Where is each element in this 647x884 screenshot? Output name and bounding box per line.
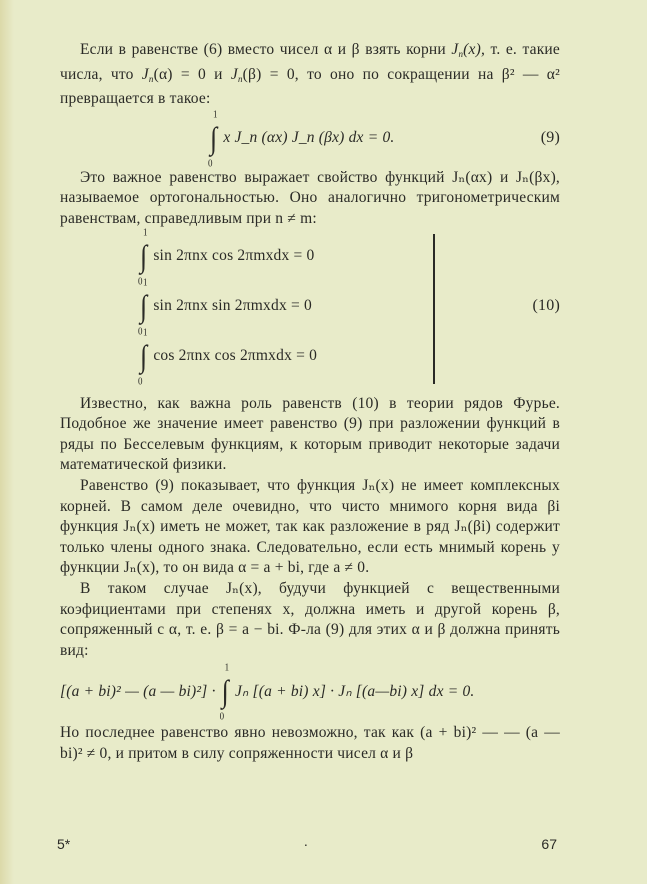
integral-sign-icon: ∫ 1 0 xyxy=(208,107,218,169)
formula-final xyxy=(60,661,560,723)
lower-limit: 0 xyxy=(208,156,213,169)
system-row-1-body: sin 2πnx cos 2πmxdx = 0 xyxy=(153,247,315,265)
page-body xyxy=(60,40,560,764)
paragraph-3: Известно, как важна роль равенств (10) в теории рядов Фурье. Подобное же значение имеет равенство (9) при разложении функций в ряды по Бесселевым функциям, к которым приводит некоторые задачи математической физики. xyxy=(60,394,560,474)
equation-number-10: (10) xyxy=(532,296,560,314)
formula-9-body: x J_n (αx) J_n (βx) dx = 0. xyxy=(223,129,395,147)
subscript-n: n xyxy=(237,73,243,84)
formula-9 xyxy=(60,107,560,169)
lower-limit: 0 xyxy=(138,274,143,287)
upper-limit: 1 xyxy=(213,107,218,120)
paragraph-6: Но последнее равенство явно невозможно, так как (a + bi)² — — (a — bi)² ≠ 0, и притом в силу сопряженности чисел α и β xyxy=(60,724,560,762)
upper-limit: 1 xyxy=(143,275,148,288)
arg-x: (x), xyxy=(463,41,486,58)
system-row-3 xyxy=(138,325,318,387)
bessel-fn: J xyxy=(451,41,459,58)
formula-final-body: Jₙ [(a + bi) x] · Jₙ [(a—bi) x] dx = 0. xyxy=(234,682,475,700)
system-row-2-body: sin 2πnx sin 2πmxdx = 0 xyxy=(153,297,312,315)
paragraph-5: В таком случае Jₙ(x), будучи функцией с вещественными коэфициентами при степенях x, должна иметь и другой корень β, сопряженный с α, т. е. β = a − bi. Ф-ла (9) для этих α и β должна принять вид: xyxy=(60,579,560,659)
bessel-fn: J xyxy=(141,65,149,83)
equation-number-9: (9) xyxy=(540,129,560,147)
conj-and: и xyxy=(205,65,231,83)
lower-limit: 0 xyxy=(138,374,143,387)
page-number: 67 xyxy=(541,836,557,852)
condition-alpha: (α) = 0 xyxy=(153,65,206,83)
bessel-fn: J xyxy=(230,65,238,83)
paragraph-2: Это важное равенство выражает свойство функций Jₙ(αx) и Jₙ(βx), называемое ортогональностью. Оно аналогично тригонометрическим равенствам, справедливым при n ≠ m: xyxy=(60,168,560,227)
page-edge xyxy=(0,0,14,884)
integral-sign-icon: ∫ 1 0 xyxy=(138,225,148,287)
condition-beta: (β) = 0, xyxy=(242,65,299,83)
lower-limit: 0 xyxy=(138,324,143,337)
paragraph-1 xyxy=(60,40,560,110)
upper-limit: 1 xyxy=(224,661,230,674)
formula-final-left: [(a + bi)² — (a — bi)²] · xyxy=(60,682,216,700)
upper-limit: 1 xyxy=(143,325,148,338)
paragraph-1-text-c: то оно по сокращении на β² — α² превращается в такое: xyxy=(60,65,560,108)
paragraph-4: Равенство (9) показывает, что функция Jₙ(x) не имеет комплексных корней. В самом деле очевидно, что чисто мнимого корня вида βi функция Jₙ(x) иметь не может, так как разложение в ряд Jₙ(βi) содержит только члены одного знака. Следовательно, если есть мнимый корень у функции Jₙ(x), то он вида α = a + bi, где a ≠ 0. xyxy=(60,476,560,577)
lower-limit: 0 xyxy=(219,710,225,723)
integral-sign-icon: ∫ 1 0 xyxy=(138,275,148,337)
system-row-1 xyxy=(138,225,315,287)
equation-system-10 xyxy=(60,225,560,387)
paragraph-1-text-a: Если в равенстве (6) вместо чисел α и β взять корни xyxy=(80,41,452,58)
upper-limit: 1 xyxy=(143,225,148,238)
subscript-n: n xyxy=(458,49,464,59)
subscript-n: n xyxy=(148,73,154,84)
right-brace-icon xyxy=(425,234,435,384)
integral-sign-icon: ∫ 1 0 xyxy=(219,661,230,723)
system-row-3-body: cos 2πnx cos 2πmxdx = 0 xyxy=(153,347,318,365)
page-footer xyxy=(57,836,557,852)
signature-mark: 5* xyxy=(57,836,71,852)
paragraph-1-text-b: т. е. такие числа, что xyxy=(60,41,560,83)
footer-dot: · xyxy=(303,836,309,852)
system-row-2 xyxy=(138,275,312,337)
integral-sign-icon: ∫ 1 0 xyxy=(138,325,148,387)
